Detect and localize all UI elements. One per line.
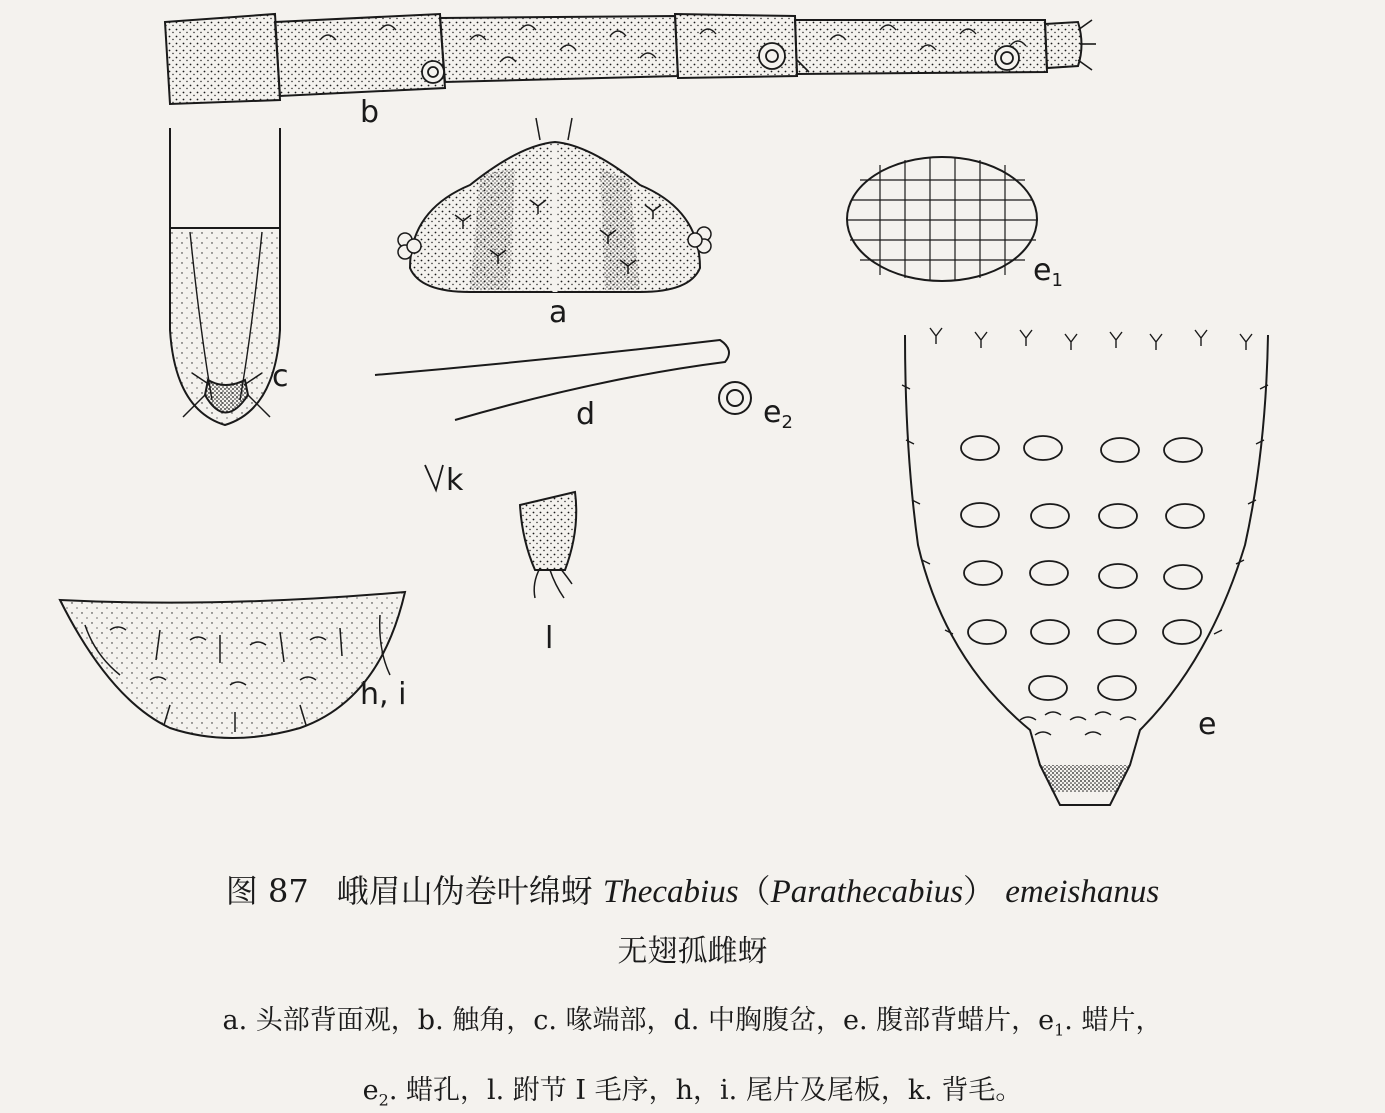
legend-sub-1: 1 (1054, 1020, 1065, 1040)
antenna-drawing (165, 14, 1096, 104)
panel-label-a: a (549, 295, 568, 330)
panel-label-e: e (1198, 707, 1217, 742)
mesosternal-furca-drawing (375, 340, 729, 420)
tarsus-drawing (520, 492, 576, 598)
panel-label-k: k (446, 463, 464, 498)
subgenus-name: Parathecabius (770, 874, 964, 910)
legend-text-1: a. 头部背面观，b. 触角，c. 喙端部，d. 中胸腹岔，e. 腹部背蜡片，e (222, 1005, 1055, 1036)
panel-label-b: b (360, 95, 380, 130)
panel-label-l: l (545, 621, 554, 656)
genus-name: Thecabius (602, 874, 739, 910)
legend-sub-2: 2 (378, 1090, 389, 1110)
head-dorsal-drawing (398, 118, 711, 292)
panel-label-e2: $e_2$ (763, 395, 793, 433)
subgenus-open: （ (738, 872, 771, 910)
panel-label-e1: $e_1$ (1033, 253, 1063, 291)
figure-number: 图 87 (225, 872, 309, 910)
legend-text-1-end: . 蜡片， (1064, 1005, 1163, 1036)
legend-text-2: . 蜡孔，l. 跗节 Ⅰ 毛序，h，i. 尾片及尾板，k. 背毛。 (388, 1075, 1023, 1106)
dorsal-hair-drawing (425, 465, 443, 490)
subgenus-close: ） (963, 872, 996, 910)
legend-text-2-start: e (362, 1075, 379, 1106)
panel-label-c: c (272, 359, 289, 394)
cauda-drawing (60, 592, 405, 738)
caption-legend-line-2 (0, 1068, 1385, 1109)
panel-label-d: d (576, 397, 596, 432)
caption-subtitle: 无翅孤雌蚜 (617, 934, 768, 969)
wax-pore-drawing (719, 382, 751, 414)
species-name-cn: 峨眉山伪卷叶绵蚜 (336, 872, 593, 910)
caption-legend-line-1 (0, 998, 1385, 1039)
species-epithet: emeishanus (1005, 874, 1160, 910)
panel-label-hi: h, i (360, 677, 407, 712)
wax-plate-drawing (847, 157, 1038, 281)
caption-title (0, 866, 1385, 912)
rostrum-apex-drawing (170, 128, 280, 425)
